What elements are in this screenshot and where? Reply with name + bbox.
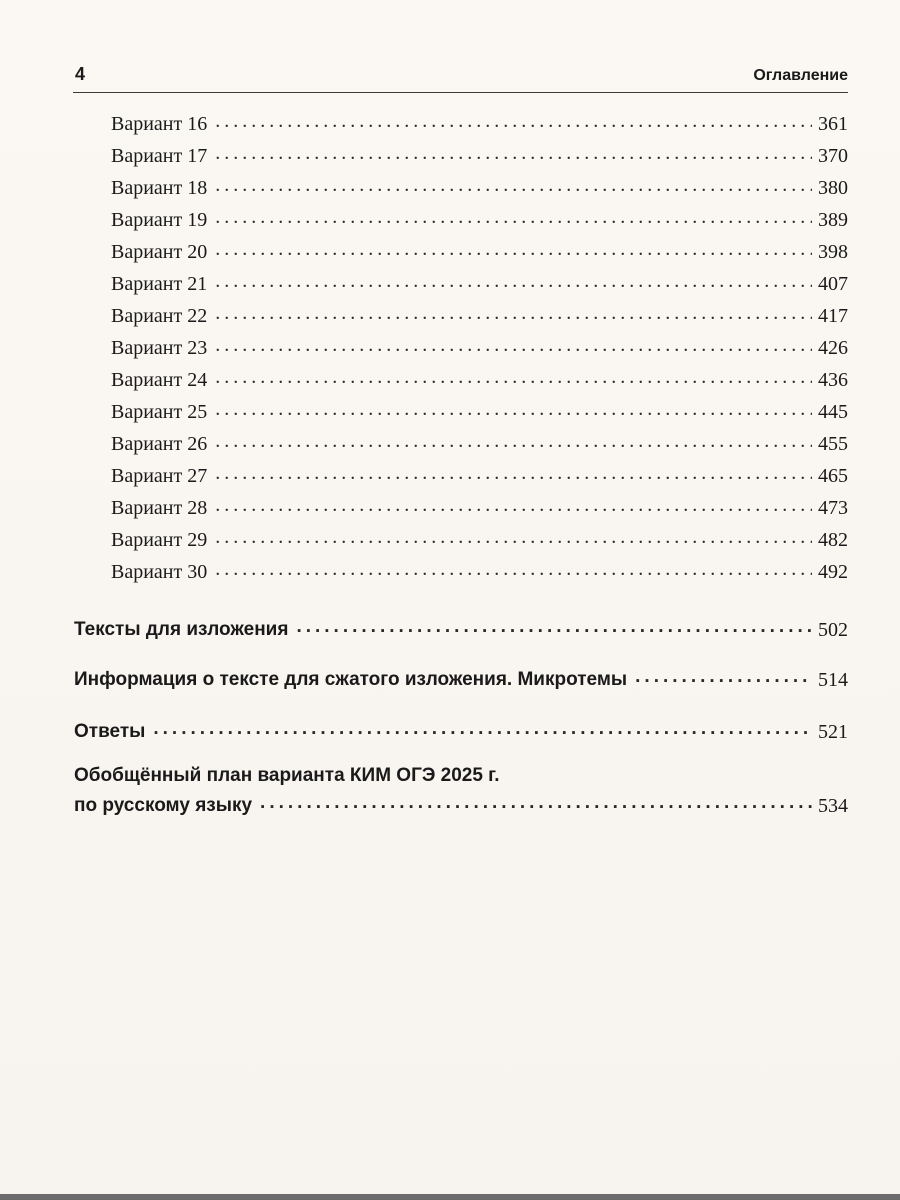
page-bottom-edge <box>0 1194 900 1200</box>
toc-entry-label: Вариант 25 <box>111 400 208 423</box>
leader-dots <box>215 110 812 133</box>
toc-entry-page: 534 <box>818 794 848 817</box>
leader-dots <box>153 718 812 740</box>
leader-dots <box>215 238 812 261</box>
leader-dots <box>215 270 812 293</box>
toc-entry-page: 482 <box>818 528 848 551</box>
toc-entry-variant-22[interactable] <box>111 300 848 332</box>
toc-entry-variant-26[interactable] <box>111 428 848 460</box>
leader-dots <box>215 206 812 229</box>
toc-entry-variant-24[interactable] <box>111 364 848 396</box>
toc-entry-label: Вариант 26 <box>111 432 208 455</box>
toc-entry-label: Вариант 22 <box>111 304 208 327</box>
toc-entry-variant-21[interactable] <box>111 268 848 300</box>
leader-dots <box>215 174 812 197</box>
page-number: 4 <box>75 64 86 84</box>
toc-entry-page: 465 <box>818 464 848 487</box>
leader-dots <box>215 142 812 165</box>
toc-entry-page: 502 <box>818 618 848 641</box>
toc-entry-label: Вариант 27 <box>111 464 208 487</box>
toc-entry-page: 514 <box>818 668 848 691</box>
toc-entry-label: Вариант 21 <box>111 272 208 295</box>
toc-entry-label: Вариант 23 <box>111 336 208 359</box>
leader-dots <box>215 462 812 485</box>
toc-entry-variant-16[interactable] <box>111 108 848 140</box>
leader-dots <box>215 366 812 389</box>
toc-entry-label: Вариант 19 <box>111 208 208 231</box>
toc-entry-variant-27[interactable] <box>111 460 848 492</box>
leader-dots <box>215 334 812 357</box>
toc-entry-page: 389 <box>818 208 848 231</box>
toc-entry-variant-17[interactable] <box>111 140 848 172</box>
toc-entry-label: Тексты для изложения <box>74 619 289 640</box>
toc-entry-variant-30[interactable] <box>111 556 848 588</box>
toc-entry-page: 398 <box>818 240 848 263</box>
toc-entry-page: 473 <box>818 496 848 519</box>
toc-entry-variant-20[interactable] <box>111 236 848 268</box>
toc-entry-page: 436 <box>818 368 848 391</box>
toc-entry-label: Вариант 28 <box>111 496 208 519</box>
toc-entry-page: 426 <box>818 336 848 359</box>
toc-entry-label: Вариант 18 <box>111 176 208 199</box>
toc-entry-plan-line1[interactable]: Обобщённый план варианта КИМ ОГЭ 2025 г. <box>74 765 500 786</box>
toc-entry-page: 492 <box>818 560 848 583</box>
toc-entry-page: 445 <box>818 400 848 423</box>
toc-entry-page: 407 <box>818 272 848 295</box>
leader-dots <box>635 666 812 688</box>
toc-entry-plan[interactable] <box>74 790 848 822</box>
toc-entry-label: Вариант 30 <box>111 560 208 583</box>
toc-entry-label: Вариант 24 <box>111 368 208 391</box>
toc-entry-variant-18[interactable] <box>111 172 848 204</box>
toc-entry-page: 361 <box>818 112 848 135</box>
toc-entry-page: 455 <box>818 432 848 455</box>
toc-entry-page: 370 <box>818 144 848 167</box>
toc-entry-variant-28[interactable] <box>111 492 848 524</box>
leader-dots <box>215 526 812 549</box>
toc-entry-variant-23[interactable] <box>111 332 848 364</box>
toc-entry-info[interactable] <box>74 664 848 696</box>
leader-dots <box>215 558 812 581</box>
toc-entry-variant-25[interactable] <box>111 396 848 428</box>
toc-entry-variant-19[interactable] <box>111 204 848 236</box>
toc-entry-texts[interactable] <box>74 614 848 646</box>
toc-entry-variant-29[interactable] <box>111 524 848 556</box>
toc-entry-page: 417 <box>818 304 848 327</box>
toc-entry-label: по русскому языку <box>74 795 253 816</box>
toc-entry-label: Вариант 29 <box>111 528 208 551</box>
toc-entry-answers[interactable] <box>74 716 848 748</box>
toc-entry-label: Вариант 16 <box>111 112 208 135</box>
leader-dots <box>215 430 812 453</box>
toc-entry-label: Ответы <box>74 721 146 742</box>
toc-entry-label: Вариант 17 <box>111 144 208 167</box>
leader-dots <box>215 302 812 325</box>
leader-dots <box>260 792 812 814</box>
leader-dots <box>215 494 812 517</box>
toc-entry-label: Вариант 20 <box>111 240 208 263</box>
leader-dots <box>296 616 812 638</box>
toc-entry-label: Информация о тексте для сжатого изложения. Микротемы <box>74 669 628 690</box>
leader-dots <box>215 398 812 421</box>
toc-entry-page: 521 <box>818 720 848 743</box>
toc-entry-page: 380 <box>818 176 848 199</box>
header-title: Оглавление <box>753 67 848 84</box>
